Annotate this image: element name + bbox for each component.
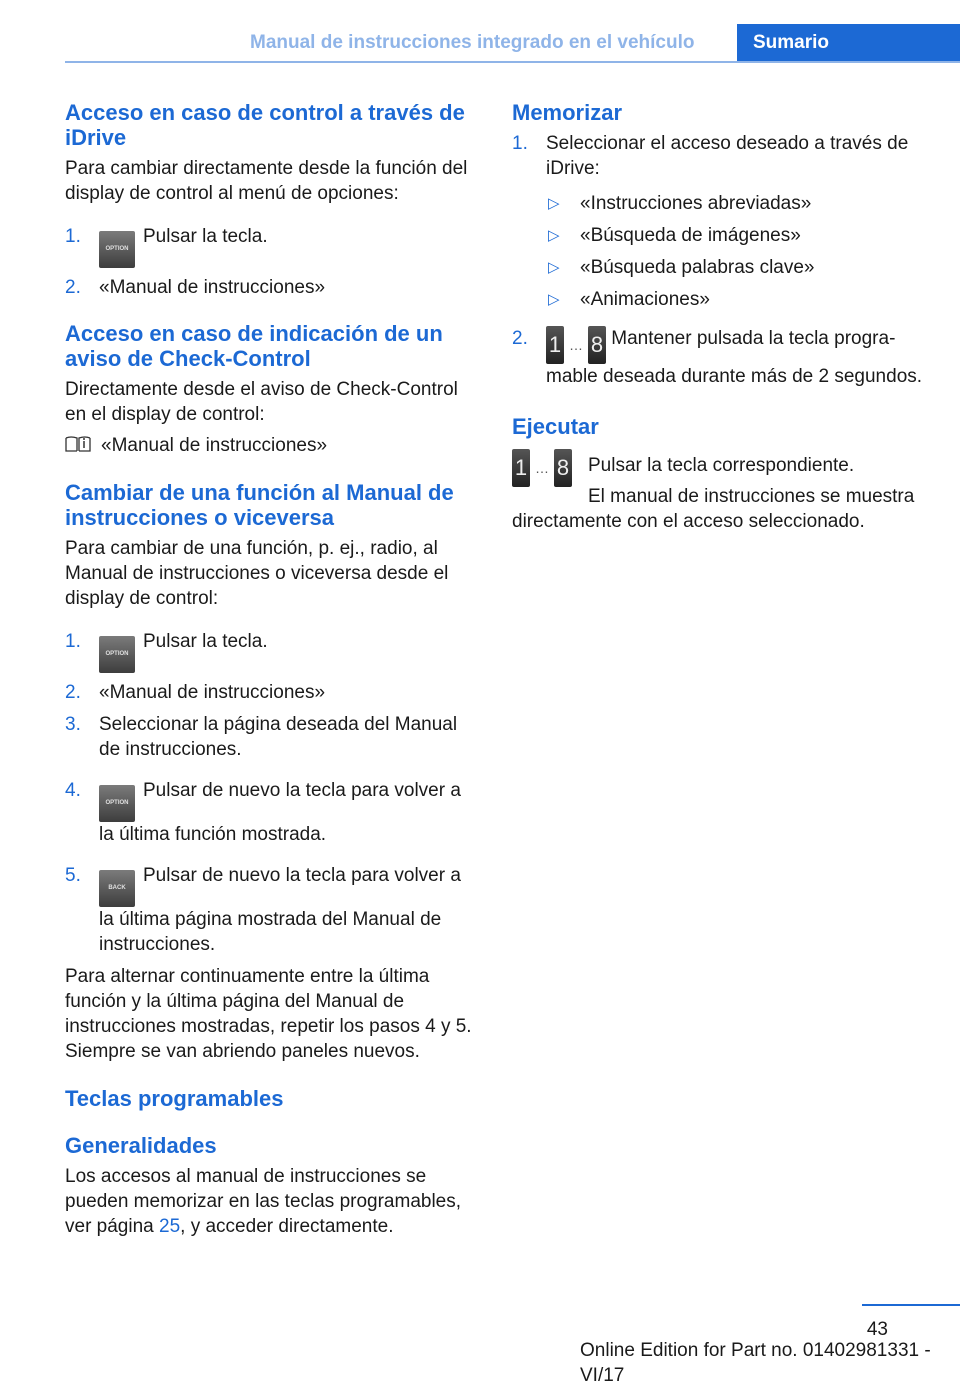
- section-text-general: [65, 1164, 480, 1239]
- step-number: 2.: [65, 682, 81, 703]
- execute-text-2: El manual de instrucciones se muestra directamente con el acceso seleccionado.: [512, 486, 915, 532]
- step-number: 2.: [512, 328, 528, 349]
- programmable-keys-icon: [512, 449, 578, 499]
- section-title-memorize: Memorizar: [512, 100, 623, 125]
- triangle-icon: ▷: [548, 291, 560, 308]
- book-text: «Manual de instrucciones»: [101, 435, 328, 456]
- step-text: Pulsar la tecla.: [143, 226, 268, 247]
- list-item: [65, 224, 480, 268]
- execute-text-1: Pulsar la tecla correspondiente.: [588, 455, 855, 476]
- section-title-execute: Ejecutar: [512, 414, 599, 439]
- step-number: 3.: [65, 714, 81, 735]
- list-item: [512, 326, 932, 389]
- page-number: 43: [866, 1319, 888, 1340]
- option-text: «Animaciones»: [580, 289, 710, 310]
- list-item: [65, 778, 480, 847]
- general-text-b: , y acceder directamente.: [180, 1216, 394, 1237]
- edition-text: Online Edition for Part no. 01402981331 - VI/17: [580, 1340, 931, 1386]
- page-link[interactable]: 25: [159, 1216, 181, 1237]
- execute-block: [512, 453, 932, 534]
- book-line: [65, 433, 480, 458]
- section-text-idrive: Para cambiar directamente desde la función del display de control al menú de opciones:: [65, 158, 468, 204]
- steps-idrive: [65, 224, 480, 300]
- left-column: [65, 100, 480, 1239]
- header-title: Manual de instrucciones integrado en el vehículo: [250, 32, 695, 53]
- key-1-icon: 1: [512, 449, 530, 487]
- step-text: Seleccionar el acceso deseado a través de iDrive:: [546, 133, 909, 179]
- list-item: [65, 629, 480, 673]
- step-number: 1.: [65, 226, 81, 247]
- section-title-keys: Teclas programables: [65, 1086, 284, 1111]
- key-1-icon: 1: [546, 326, 564, 364]
- triangle-icon: ▷: [548, 227, 560, 244]
- section-text-alternate: Para alternar continuamente entre la última función y la última página del Manual de instrucciones mostradas, repetir los pasos 4 y 5. Siempre se van abriendo paneles nuevos.: [65, 966, 472, 1062]
- footer-rule: [862, 1304, 960, 1306]
- option-button-icon: OPTION: [99, 785, 135, 822]
- step-text: Pulsar de nuevo la tecla para volver a la última función mostrada.: [99, 780, 461, 845]
- section-text-check-control: Directamente desde el aviso de Check-Control en el display de control:: [65, 379, 458, 425]
- section-text-switch: Para cambiar de una función, p. ej., radio, al Manual de instrucciones o viceversa desde el display de control:: [65, 538, 449, 609]
- section-title-switch: Cambiar de una función al Manual de instrucciones o viceversa: [65, 480, 454, 530]
- list-item: [65, 863, 480, 957]
- step-text: Seleccionar la página deseada del Manual de instrucciones.: [99, 714, 458, 760]
- list-item: [65, 680, 480, 705]
- list-item: [546, 223, 932, 248]
- list-item: [65, 712, 480, 762]
- option-text: «Búsqueda palabras clave»: [580, 257, 815, 278]
- list-item: [546, 287, 932, 312]
- step-text: «Manual de instrucciones»: [99, 277, 326, 298]
- steps-switch: [65, 629, 480, 957]
- ellipsis-icon: …: [535, 460, 549, 476]
- back-button-icon: BACK: [99, 870, 135, 907]
- section-title-idrive: Acceso en caso de control a través de iDrive: [65, 100, 465, 150]
- list-item: [546, 191, 932, 216]
- step-number: 5.: [65, 865, 81, 886]
- option-list: [546, 191, 932, 312]
- right-column: [512, 100, 932, 534]
- step-number: 1.: [65, 631, 81, 652]
- triangle-icon: ▷: [548, 259, 560, 276]
- step-text: «Manual de instrucciones»: [99, 682, 326, 703]
- option-text: «Instrucciones abreviadas»: [580, 193, 812, 214]
- section-title-check-control: Acceso en caso de indicación de un aviso de Check-Control: [65, 321, 443, 371]
- triangle-icon: ▷: [548, 195, 560, 212]
- general-text-a: Los accesos al manual de instrucciones se pueden memorizar en las teclas programables, ver página: [65, 1166, 462, 1237]
- key-8-icon: 8: [588, 326, 606, 364]
- step-number: 2.: [65, 277, 81, 298]
- list-item: [65, 275, 480, 300]
- step-text: Pulsar de nuevo la tecla para volver a la última página mostrada del Manual de instrucciones.: [99, 865, 461, 955]
- step-text: Mantener pulsada la tecla programable deseada durante más de 2 segundos.: [546, 328, 923, 387]
- option-button-icon: OPTION: [99, 636, 135, 673]
- list-item: [546, 255, 932, 280]
- list-item: [512, 131, 932, 312]
- option-text: «Búsqueda de imágenes»: [580, 225, 801, 246]
- section-title-general: Generalidades: [65, 1133, 217, 1158]
- header-rule: [65, 61, 960, 63]
- key-8-icon: 8: [554, 449, 572, 487]
- step-number: 1.: [512, 133, 528, 154]
- step-number: 4.: [65, 780, 81, 801]
- steps-memorize: [512, 131, 932, 389]
- option-button-icon: OPTION: [99, 231, 135, 268]
- step-text: Pulsar la tecla.: [143, 631, 268, 652]
- book-icon: [65, 435, 91, 453]
- ellipsis-icon: …: [569, 337, 583, 353]
- tab-sumario[interactable]: Sumario: [737, 24, 960, 61]
